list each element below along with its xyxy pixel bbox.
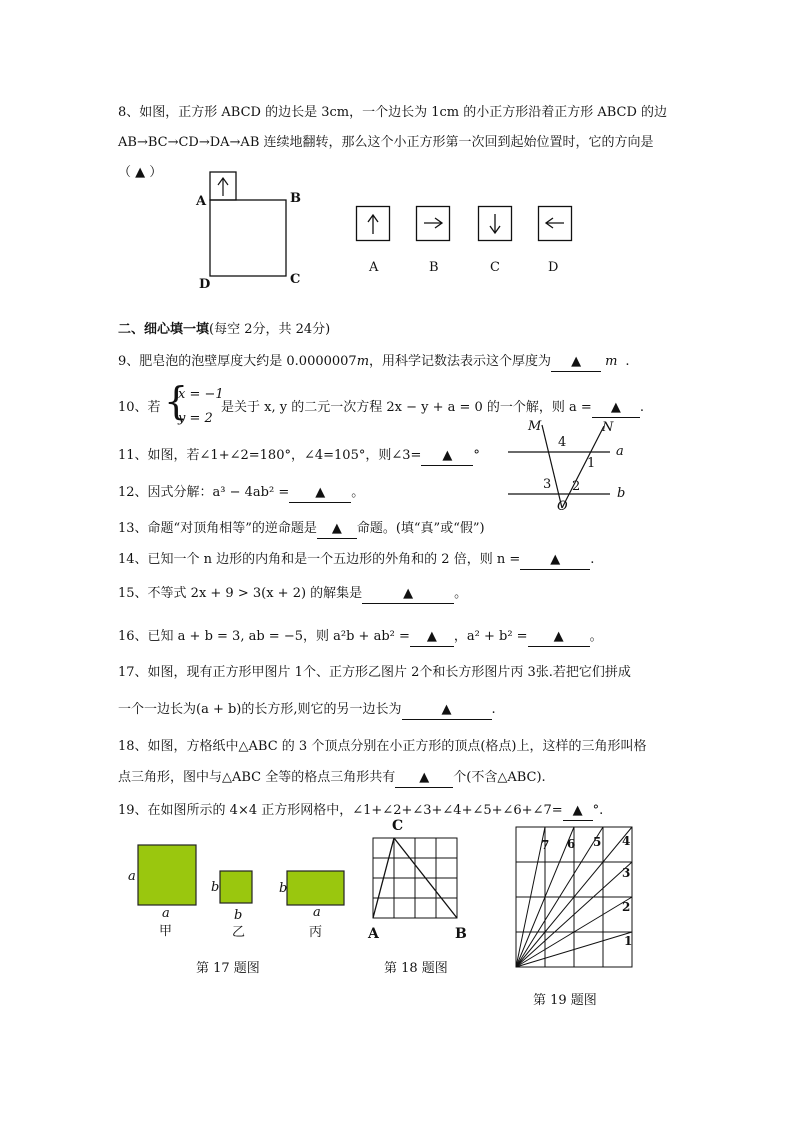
- q19-label-5: 5: [593, 835, 602, 849]
- q11-angle-2: 2: [572, 479, 581, 494]
- q16-mid: ，a² + b² =: [453, 629, 528, 644]
- q18-figure: [372, 837, 462, 919]
- q12-end: 。: [351, 485, 365, 500]
- q16-blank1[interactable]: ▲: [410, 628, 454, 647]
- q8-option-a-icon[interactable]: [356, 206, 390, 242]
- q17-label-a-bottom: a: [162, 906, 170, 921]
- q11-label-b: b: [617, 486, 626, 501]
- q11-label-o: O: [557, 499, 568, 514]
- q11-angle-4: 4: [558, 435, 567, 450]
- q18-line1: 18、如图，方格纸中△ABC 的 3 个顶点分别在小正方形的顶点(格点)上，这样的三角形叫格: [118, 739, 647, 754]
- q8-option-b-label: B: [429, 260, 439, 275]
- q19-label-2: 2: [622, 900, 631, 914]
- q15-end: 。: [454, 586, 468, 601]
- q8-option-a-label: A: [369, 260, 379, 275]
- q18-caption: 第 18 题图: [384, 961, 448, 976]
- q9-unit: m: [605, 354, 618, 369]
- q8-label-d: D: [199, 277, 211, 292]
- q11-blank[interactable]: ▲: [421, 447, 473, 466]
- q10-line: [221, 399, 644, 418]
- q13-text: 13、命题“对顶角相等”的逆命题是: [118, 521, 317, 536]
- q19-blank[interactable]: ▲: [563, 802, 593, 821]
- q17-blank[interactable]: ▲: [402, 701, 492, 720]
- q16-end: 。: [589, 629, 603, 644]
- q10-mid: 是关于 x, y 的二元一次方程 2x − y + a = 0 的一个解，则 a =: [221, 400, 592, 415]
- q18-label-a: A: [368, 926, 379, 942]
- q8-line2: AB→BC→CD→DA→AB 连续地翻转，那么这个小正方形第一次回到起始位置时，它的方向是: [118, 135, 654, 150]
- q8-answer: （ ▲ ）: [118, 165, 163, 180]
- q8-line1: 8、如图，正方形 ABCD 的边长是 3cm，一个边长为 1cm 的小正方形沿着正方形 ABCD 的边: [118, 105, 668, 120]
- q10-eq1: x = −1: [178, 387, 224, 402]
- q17-label-b-left: b: [211, 880, 220, 895]
- q17-label-a-bing: a: [313, 905, 321, 920]
- q8-option-d-icon[interactable]: [538, 206, 572, 242]
- q15-blank[interactable]: ▲: [362, 585, 454, 604]
- q17-caption: 第 17 题图: [196, 961, 260, 976]
- q18-blank[interactable]: ▲: [395, 769, 453, 788]
- q8-option-c-icon[interactable]: [478, 206, 512, 242]
- q11-label-n: N: [602, 420, 614, 435]
- q11-angle-1: 1: [587, 456, 596, 471]
- q19-label-4: 4: [622, 834, 631, 848]
- q10-end: .: [639, 400, 644, 415]
- q11-label-a: a: [616, 444, 624, 459]
- q8-label-b: B: [290, 191, 301, 206]
- section2-note: (每空 2分，共 24分): [209, 322, 331, 337]
- q19-caption: 第 19 题图: [533, 993, 597, 1008]
- q18-end: 个(不含△ABC).: [453, 770, 546, 785]
- q17-figure: [136, 843, 356, 907]
- q19-line: [118, 802, 603, 821]
- q10-blank[interactable]: ▲: [592, 399, 640, 418]
- section2-title: 二、细心填一填: [118, 322, 210, 337]
- q12-line: [118, 484, 364, 503]
- q17-label-jia: 甲: [159, 924, 173, 939]
- q11-text: 11、如图，若∠1+∠2=180°，∠4=105°，则∠3=: [118, 448, 422, 463]
- q9-m: m: [356, 354, 370, 369]
- q18-label-c: C: [392, 818, 404, 834]
- q8-option-b-icon[interactable]: [416, 206, 450, 242]
- q17-label-a-left: a: [128, 869, 136, 884]
- q14-text: 14、已知一个 n 边形的内角和是一个五边形的外角和的 2 倍，则 n =: [118, 552, 521, 567]
- q18-line2: [118, 769, 546, 788]
- q17-square-jia: [138, 845, 196, 905]
- q17-end: .: [491, 702, 496, 717]
- q15-line: [118, 585, 467, 604]
- q12-text: 12、因式分解：a³ − 4ab² =: [118, 485, 290, 500]
- q10-pre: 10、若: [118, 400, 161, 415]
- q8-label-a: A: [196, 194, 207, 209]
- q16-line: [118, 628, 603, 647]
- q13-end: 命题。(填“真”或“假”): [356, 521, 485, 536]
- q9-text: 9、肥皂泡的泡壁厚度大约是 0.0000007: [118, 354, 357, 369]
- q19-label-3: 3: [622, 866, 631, 880]
- q18-text: 点三角形，图中与△ABC 全等的格点三角形共有: [118, 770, 396, 785]
- q9-mid: ，用科学记数法表示这个厚度为: [369, 354, 552, 369]
- q19-text: 19、在如图所示的 4×4 正方形网格中，∠1+∠2+∠3+∠4+∠5+∠6+∠7=: [118, 803, 563, 818]
- q16-blank2[interactable]: ▲: [528, 628, 590, 647]
- q14-blank[interactable]: ▲: [520, 551, 590, 570]
- q11-label-m: M: [528, 419, 542, 434]
- q10-brace: {: [164, 379, 189, 423]
- q17-text: 一个一边长为(a + b)的长方形,则它的另一边长为: [118, 702, 402, 717]
- q8-label-c: C: [290, 272, 301, 287]
- q18-label-b: B: [455, 926, 467, 942]
- q9-line: [118, 353, 630, 372]
- q11-line: [118, 447, 480, 466]
- section2-heading: [118, 321, 330, 339]
- q15-text: 15、不等式 2x + 9 > 3(x + 2) 的解集是: [118, 586, 363, 601]
- q19-end: °.: [592, 803, 604, 818]
- q17-square-yi: [220, 871, 252, 903]
- q17-label-bing: 丙: [309, 925, 323, 940]
- q17-line2: [118, 701, 496, 720]
- q9-blank[interactable]: ▲: [551, 353, 601, 372]
- q11-end: °: [473, 448, 480, 463]
- q17-rect-bing: [287, 871, 344, 905]
- q8-option-d-label: D: [548, 260, 559, 275]
- q19-label-6: 6: [567, 837, 576, 851]
- q17-line1: 17、如图，现有正方形甲图片 1个、正方形乙图片 2个和长方形图片丙 3张.若把它们拼成: [118, 665, 631, 680]
- q14-line: [118, 551, 594, 570]
- q11-angle-3: 3: [543, 477, 552, 492]
- q17-label-b-bing: b: [279, 881, 288, 896]
- q12-blank[interactable]: ▲: [289, 484, 351, 503]
- q13-blank[interactable]: ▲: [317, 520, 357, 539]
- q19-label-7: 7: [541, 838, 550, 852]
- q8-option-c-label: C: [490, 260, 500, 275]
- q19-label-1: 1: [624, 934, 633, 948]
- q16-text: 16、已知 a + b = 3, ab = −5，则 a²b + ab² =: [118, 629, 410, 644]
- q9-end: .: [625, 354, 630, 369]
- q17-label-yi: 乙: [232, 925, 246, 940]
- q14-end: .: [590, 552, 595, 567]
- q17-label-b-bottom: b: [234, 908, 243, 923]
- q10-eq2: y = 2: [178, 411, 213, 426]
- q13-line: [118, 520, 485, 539]
